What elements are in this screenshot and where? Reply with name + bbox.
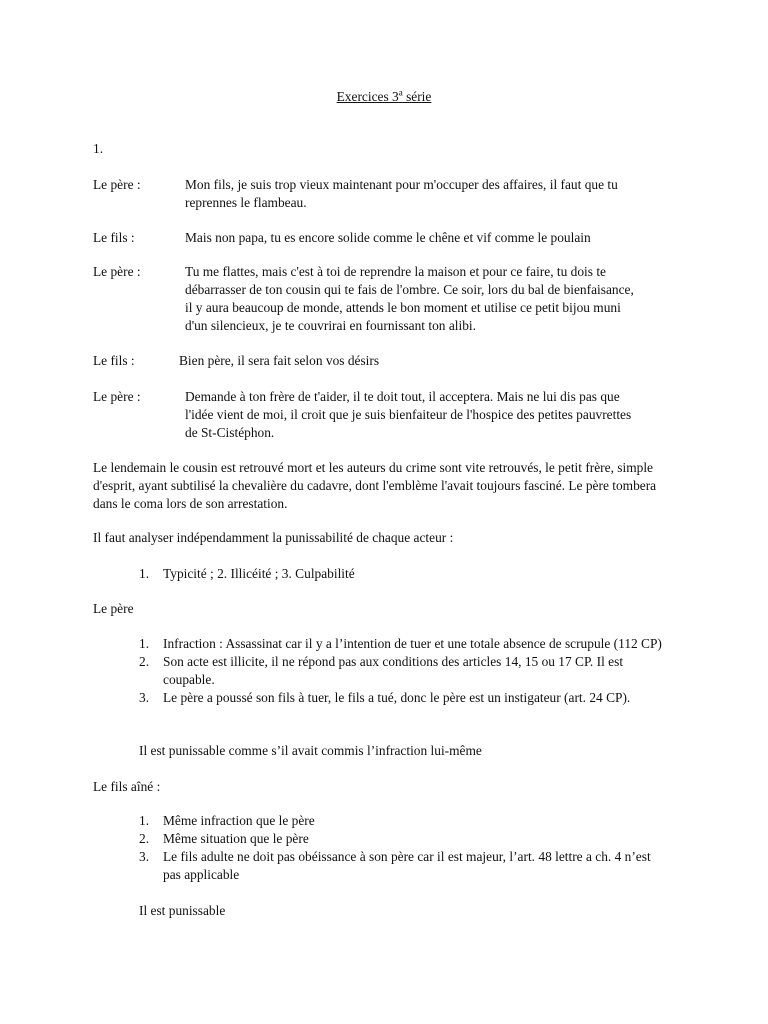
list-item — [139, 812, 654, 830]
title-superscript: a — [398, 87, 403, 98]
title-rest: série — [402, 89, 432, 104]
list-item-text: Typicité ; 2. Illicéité ; 3. Culpabilité — [163, 566, 355, 581]
list-item — [139, 848, 654, 884]
speaker-label: Le père : — [93, 264, 141, 279]
fils-aine-analysis-list — [139, 812, 654, 884]
list-item — [139, 653, 669, 689]
list-number: 3. — [139, 849, 150, 864]
section-heading-fils-aine: Le fils aîné : — [93, 779, 161, 794]
list-item-text: Le fils adulte ne doit pas obéissance à son père car il est majeur, l’art. 48 lettre a ch. 4 n’est pas applicable — [163, 849, 651, 882]
list-number: 1. — [139, 566, 150, 581]
list-item-text: Le père a poussé son fils à tuer, le fils a tué, donc le père est un instigateur (art. 24 CP). — [163, 690, 631, 705]
list-item-text: Son acte est illicite, il ne répond pas aux conditions des articles 14, 15 ou 17 CP. Il est coupable. — [163, 654, 624, 687]
list-number: 2. — [139, 831, 150, 846]
list-item — [139, 635, 669, 653]
exercise-number: 1. — [93, 141, 104, 156]
fils-aine-conclusion: Il est punissable — [139, 903, 226, 918]
speech-text: Bien père, il sera fait selon vos désirs — [179, 353, 380, 368]
narrative-paragraph: Le lendemain le cousin est retrouvé mort et les auteurs du crime sont vite retrouvés, le petit frère, simple d'esprit, ayant subtilisé la chevalière du cadavre, dont l'emblème l'avait toujours fasciné. Le père tombera dans le coma lors de son arrestation. — [93, 460, 657, 511]
speaker-label: Le fils : — [93, 230, 135, 245]
speaker-label: Le père : — [93, 177, 141, 192]
list-item-text: Même infraction que le père — [163, 813, 315, 828]
speaker-label: Le fils : — [93, 353, 135, 368]
pere-analysis-list — [139, 635, 669, 707]
speech-text: Demande à ton frère de t'aider, il te doit tout, il acceptera. Mais ne lui dis pas que l'idée vient de moi, il croit que je suis bienfaiteur de l'hospice des petites pauvrettes de St-Cistéphon. — [185, 389, 632, 440]
speech-text: Tu me flattes, mais c'est à toi de reprendre la maison et pour ce faire, tu dois te débarrasser de ton cousin qui te fais de l'ombre. Ce soir, lors du bal de bienfaisance, il y aura beaucoup de monde, attends le bon moment et utilise ce petit bijou muni d'un silencieux, je te couvrirai en fournissant ton alibi. — [185, 264, 634, 333]
speaker-label: Le père : — [93, 389, 141, 404]
list-number: 2. — [139, 654, 150, 669]
list-number: 3. — [139, 690, 150, 705]
speech-text: Mon fils, je suis trop vieux maintenant pour m'occuper des affaires, il faut que tu reprennes le flambeau. — [185, 177, 618, 210]
list-number: 1. — [139, 813, 150, 828]
instruction-paragraph: Il faut analyser indépendamment la punissabilité de chaque acteur : — [93, 530, 454, 545]
list-number: 1. — [139, 636, 150, 651]
speech-text: Mais non papa, tu es encore solide comme le chêne et vif comme le poulain — [185, 230, 591, 245]
list-item-text: Même situation que le père — [163, 831, 309, 846]
title-main: Exercices 3 — [336, 89, 399, 104]
list-item — [139, 689, 669, 707]
list-item — [139, 830, 654, 848]
section-heading-pere: Le père — [93, 601, 134, 616]
page-title — [0, 88, 768, 106]
criteria-list — [139, 565, 659, 583]
pere-conclusion: Il est punissable comme s’il avait commis l’infraction lui-même — [139, 743, 482, 758]
list-item-text: Infraction : Assassinat car il y a l’intention de tuer et une totale absence de scrupule (112 CP) — [163, 636, 662, 651]
list-item — [139, 565, 659, 583]
